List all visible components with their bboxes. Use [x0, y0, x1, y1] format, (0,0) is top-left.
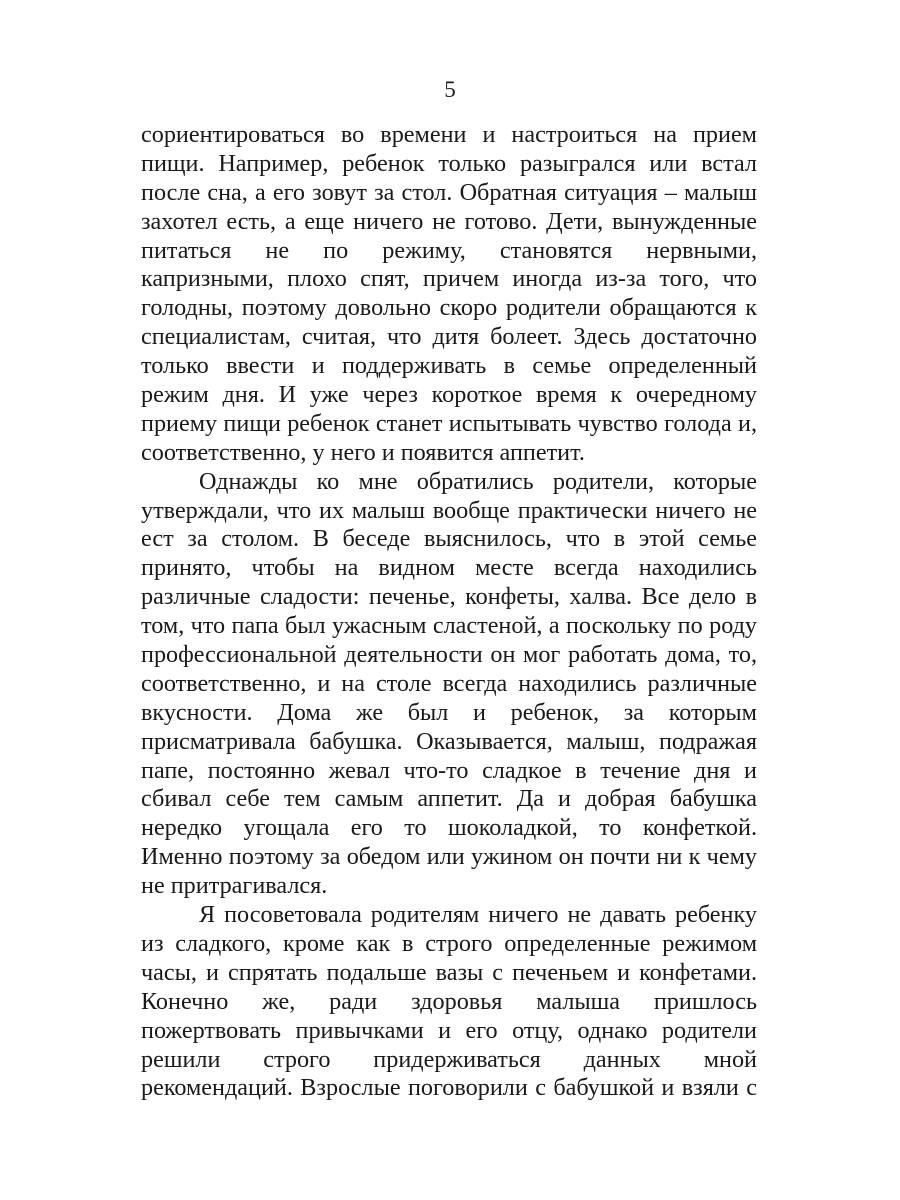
text-line: после сна, а его зовут за стол. Обратная ситуация – малыш [141, 178, 757, 206]
text-line: специалистам, считая, что дитя болеет. Здесь достаточно [141, 323, 757, 351]
text-line: папе, постоянно жевал что-то сладкое в течение дня и [141, 756, 757, 784]
text-line: нередко угощала его то шоколадкой, то конфеткой. [141, 814, 757, 842]
text-line: сориентироваться во времени и настроиться на прием [141, 121, 757, 148]
paragraph-end-line: соответственно, у него и появится аппетит. [141, 438, 585, 466]
text-line: режим дня. И уже через короткое время к очередному [141, 381, 757, 409]
text-line: различные сладости: печенье, конфеты, халва. Все дело в [141, 583, 757, 611]
text-line: принято, чтобы на видном месте всегда находились [141, 554, 757, 582]
text-line: решили строго придерживаться данных мной [141, 1045, 757, 1073]
text-line: вкусности. Дома же был и ребенок, за которым [141, 698, 757, 726]
text-line: Конечно же, ради здоровья малыша пришлось [141, 987, 757, 1015]
text-line: из сладкого, кроме как в строго определенные режимом [141, 929, 757, 957]
text-line: капризными, плохо спят, причем иногда из-за того, что [141, 265, 757, 293]
paragraph-start-line: Я посоветовала родителям ничего не давать ребенку [199, 901, 757, 929]
text-line: ест за столом. В беседе выяснилось, что в этой семье [141, 525, 757, 553]
text-line: захотел есть, а еще ничего не готово. Дети, вынужденные [141, 207, 757, 235]
page-number: 5 [444, 77, 456, 102]
text-line: утверждали, что их малыш вообще практически ничего не [141, 496, 757, 524]
text-line: только ввести и поддерживать в семье определенный [141, 352, 757, 380]
text-line: сбивал себе тем самым аппетит. Да и добрая бабушка [141, 785, 757, 813]
text-line: голодны, поэтому довольно скоро родители обращаются к [141, 294, 757, 322]
text-line: пищи. Например, ребенок только разыгрался или встал [141, 149, 757, 177]
text-line: приему пищи ребенок станет испытывать чувство голода и, [141, 409, 757, 437]
paragraph-start-line: Однажды ко мне обратились родители, которые [199, 467, 757, 495]
text-line: питаться не по режиму, становятся нервными, [141, 236, 757, 264]
text-line: пожертвовать привычками и его отцу, однако родители [141, 1016, 757, 1044]
text-line: рекомендаций. Взрослые поговорили с бабушкой и взяли с [141, 1074, 757, 1102]
text-line: соответственно, и на столе всегда находились различные [141, 669, 757, 697]
paragraph-end-line: не притрагивался. [141, 872, 328, 900]
text-line: профессиональной деятельности он мог работать дома, то, [141, 641, 757, 669]
text-line: присматривала бабушка. Оказывается, малыш, подражая [141, 727, 757, 755]
text-line: том, что папа был ужасным сластеной, а поскольку по роду [141, 612, 757, 640]
text-line: часы, и спрятать подальше вазы с печеньем и конфетами. [141, 958, 757, 986]
page-body-text [141, 121, 757, 1103]
text-line: Именно поэтому за обедом или ужином он почти ни к чему [141, 843, 757, 871]
